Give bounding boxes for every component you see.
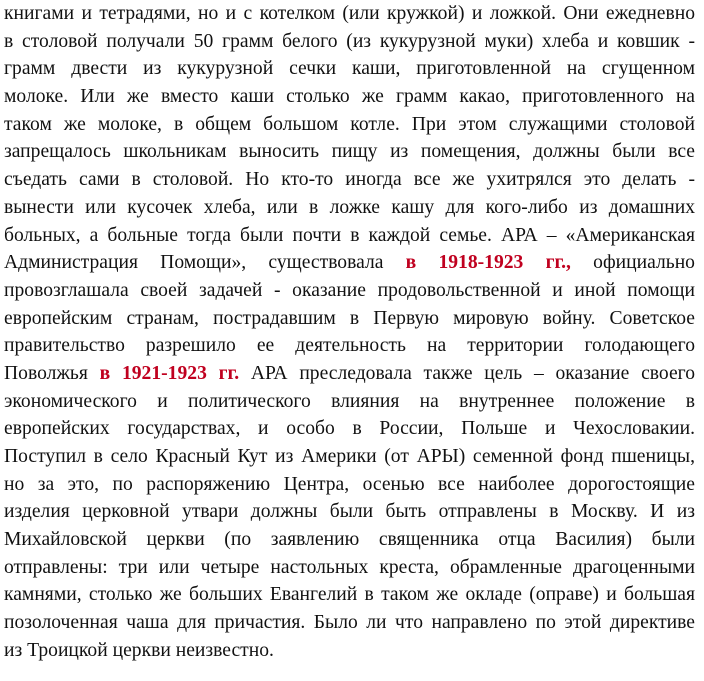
text-segment: изделия церковной утвари должны были быть отправлены в Москву. И из [4,501,695,523]
text-line [4,166,695,194]
text-line [4,415,695,443]
text-segment: экономического и политического влияния на внутреннее положение в [4,390,695,412]
text-line [4,332,695,360]
text-segment: АРА преследовала также цель – оказание своего [239,362,695,384]
text-segment: таком же молоке, в общем большом котле. При этом служащими столовой [4,113,695,135]
text-line [4,360,695,388]
text-line [4,222,695,250]
text-line [4,443,695,471]
text-segment: Поволжья [4,362,100,384]
text-segment: из Троицкой церкви неизвестно. [4,639,274,661]
text-line [4,0,695,28]
text-line [4,55,695,83]
text-line [4,581,695,609]
text-segment: камнями, столько же больших Евангелий в таком же окладе (оправе) и большая [4,584,695,606]
text-line [4,111,695,139]
highlighted-date: в 1918-1923 гг., [405,252,571,274]
text-line [4,277,695,305]
highlighted-date: в 1921-1923 гг. [99,362,240,384]
text-line [4,305,695,333]
text-segment: Поступил в село Красный Кут из Америки (от АРЫ) семенной фонд пшеницы, [4,446,695,467]
text-segment: провозглашала своей задачей - оказание продовольственной и иной помощи [4,279,695,301]
text-segment: отправлены: три или четыре настольных креста, обрамленные драгоценными [4,556,695,578]
text-segment: европейским странам, пострадавшим в Первую мировую войну. Советское [4,307,695,329]
text-line [4,471,695,499]
text-segment: позолоченная чаша для причастия. Было ли что направлено по этой директиве [4,612,695,634]
text-segment: в столовой получали 50 грамм белого (из кукурузной муки) хлеба и ковшик - [4,30,695,52]
text-segment: съедать сами в столовой. Но кто-то иногда все же ухитрялся это делать - [4,169,695,191]
text-line [4,83,695,111]
text-line [4,554,695,582]
text-line [4,194,695,222]
text-segment: правительство разрешило ее деятельность на территории голодающего [4,335,695,357]
text-line [4,498,695,526]
text-line [4,388,695,416]
text-segment: вынести или кусочек хлеба, или в ложке кашу для кого-либо из домашних [4,196,695,218]
text-segment: Администрация Помощи», существовала [4,252,406,274]
text-segment: Михайловской церкви (по заявлению священника отца Василия) были [4,529,695,551]
text-segment: книгами и тетрадями, но и с котелком (или кружкой) и ложкой. Они ежедневно [4,3,695,24]
text-line [4,28,695,56]
text-segment: молоке. Или же вместо каши столько же грамм какао, приготовленного на [4,86,695,108]
text-segment: европейских государствах, и особо в России, Польше и Чехословакии. [4,418,695,440]
text-segment: официально [570,252,695,274]
text-line [4,526,695,554]
text-line [4,637,695,665]
text-segment: но за это, по распоряжению Центра, осенью все наиболее дорогостоящие [4,473,695,495]
text-line [4,249,695,277]
text-segment: больных, а больные тогда были почти в каждой семье. АРА – «Американская [4,224,695,246]
text-line [4,609,695,637]
text-segment: грамм двести из кукурузной сечки каши, приготовленной на сгущенном [4,58,695,80]
text-line [4,138,695,166]
text-segment: запрещалось школьникам выносить пищу из помещения, должны были все [4,141,695,163]
